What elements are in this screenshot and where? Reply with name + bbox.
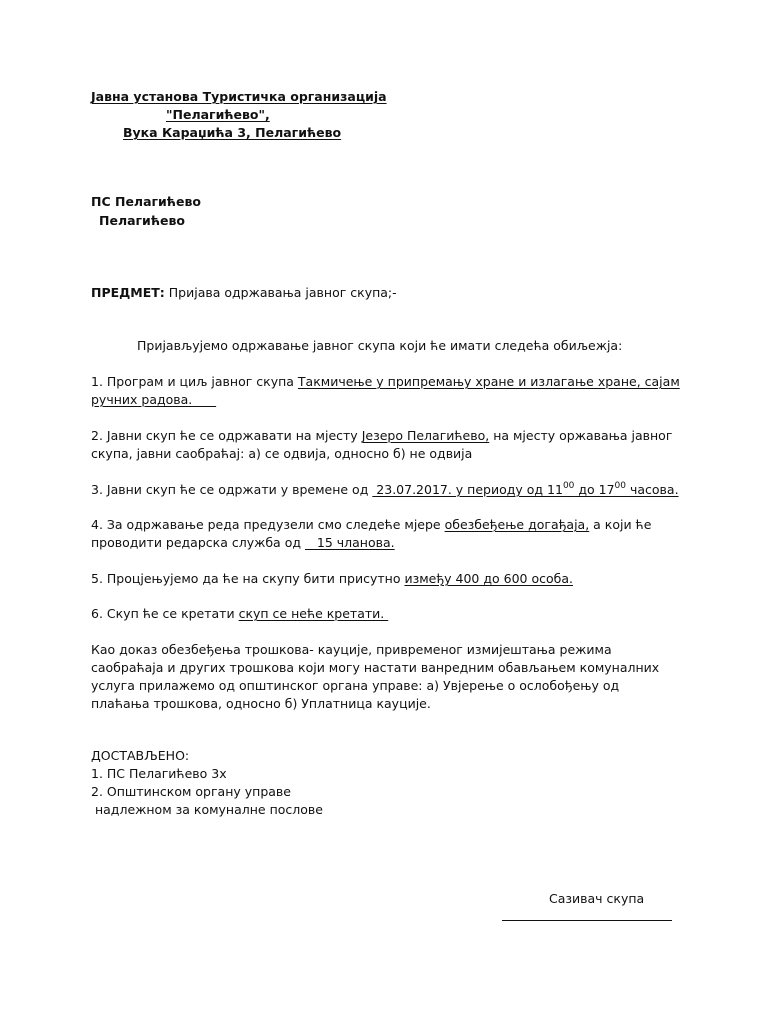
item-6-value: скуп се неће кретати. [238,606,389,621]
item-2-line-1 [91,427,672,445]
item-3-value [372,482,678,497]
item-3-line [91,481,679,499]
intro-text: Пријављујемо одржавање јавног скупа који ће имати следећа обиљежја: [137,338,623,353]
item-3-end: часова. [626,482,679,497]
item-3-date: 23.07.2017. у периоду од 11 [372,482,563,497]
subject-text: Пријава одржавања јавног скупа;- [164,285,397,300]
item-4-line-2-value: 15 чланова. [304,535,395,550]
item-2-prefix: 2. Јавни скуп ће се одржавати на мјесту [91,428,362,443]
item-2-value: Језеро Пелагићево, [361,428,490,443]
delivered-title: ДОСТАВЉЕНО: [91,748,190,763]
item-4-suffix: а који ће [589,517,652,532]
recipient-line-1: ПС Пелагићево [91,194,201,209]
proof-line-3: услуга прилажемо од општинског органа управе: а) Увјерење о ослобођењу од [91,678,620,693]
item-6-prefix: 6. Скуп ће се кретати [91,606,239,621]
item-1-line-1 [91,373,680,391]
item-1-line-2: ручних радова. [91,392,217,407]
item-4-value: обезбеђење догађаја, [444,517,590,532]
item-6-line [91,605,388,623]
item-2-line-2: скупа, јавни саобраћај: а) се одвија, односно б) не одвија [91,446,473,461]
proof-line-2: саобраћаја и других трошкова који могу настати ванредним обављањем комуналних [91,660,660,675]
item-4-prefix: 4. За одржавање реда предузели смо следеће мјере [91,517,445,532]
proof-line-4: плаћања трошкова, односно б) Уплатница кауције. [91,696,431,711]
item-4-line-2 [91,534,395,552]
sender-line-3: Вука Караџића 3, Пелагићево [123,125,342,140]
item-3-prefix: 3. Јавни скуп ће се одржати у времене од [91,482,373,497]
item-3-start-minutes: 00 [562,481,575,491]
subject-line [91,284,397,302]
signature-label: Сазивач скупа [549,891,645,906]
item-5-line [91,570,573,588]
item-3-end-minutes: 00 [614,481,626,491]
recipient-line-2: Пелагићево [99,213,185,228]
item-5-prefix: 5. Процјењујемо да ће на скупу бити присутно [91,571,405,586]
item-1-value: Такмичење у припремању хране и излагање хране, сајам [297,374,680,389]
item-4-line-1 [91,516,651,534]
sender-line-2: "Пелагићево", [166,107,270,122]
delivered-line-3: надлежном за комуналне послове [91,802,323,817]
item-4-line-2-prefix: проводити редарска служба од [91,535,305,550]
proof-line-1: Као доказ обезбеђења трошкова- кауције, привременог измијештања режима [91,642,612,657]
item-5-value: између 400 до 600 особа. [404,571,573,586]
delivered-line-2: 2. Општинском органу управе [91,784,291,799]
subject-label: ПРЕДМЕТ: [91,285,165,300]
delivered-line-1: 1. ПС Пелагићево 3х [91,766,227,781]
item-1-prefix: 1. Програм и циљ јавног скупа [91,374,298,389]
item-2-suffix: на мјесту оржавања јавног [489,428,673,443]
item-3-mid: до 17 [574,482,615,497]
sender-line-1: Јавна установа Туристичка организација [91,89,387,104]
signature-line [502,920,672,921]
